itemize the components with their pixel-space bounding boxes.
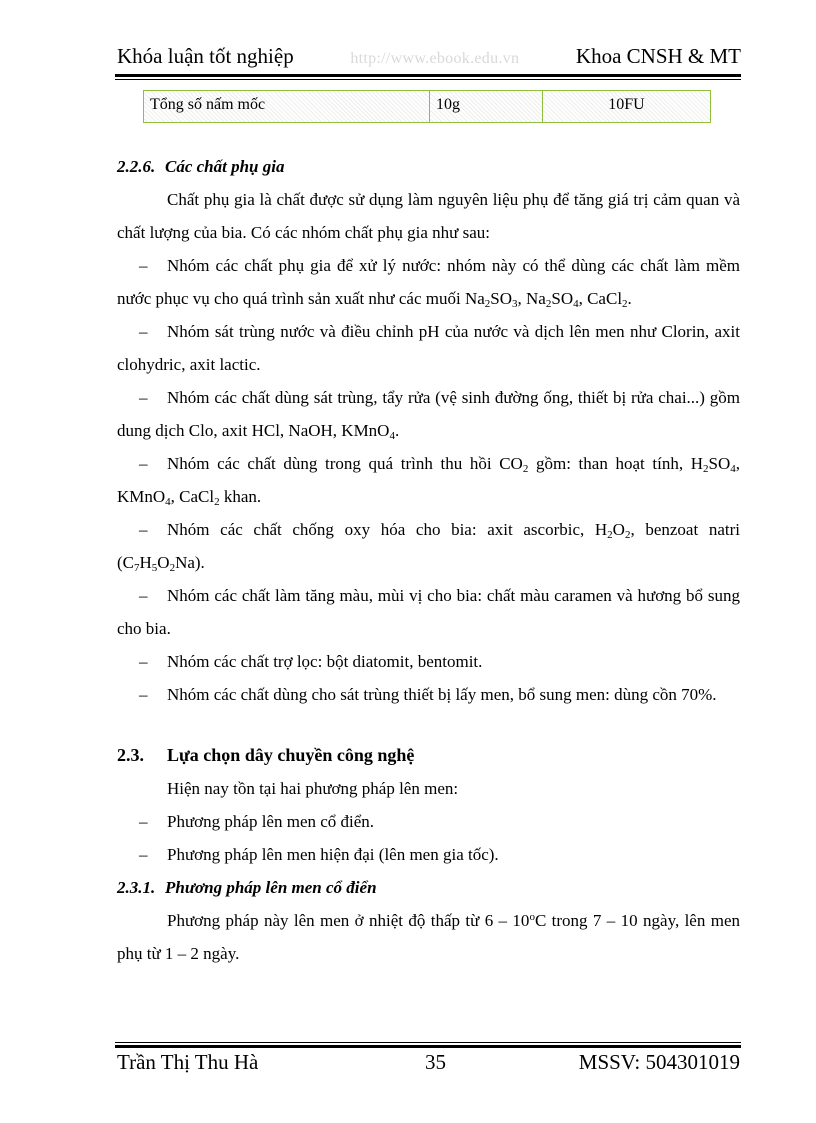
list-item: – Nhóm các chất làm tăng màu, mùi vị cho bia: chất màu caramen và hương bổ sung cho bia.	[117, 586, 740, 638]
footer-rule	[115, 1042, 741, 1048]
header-rule	[115, 74, 741, 80]
page-footer	[117, 1050, 740, 1075]
list-item: – Nhóm các chất dùng cho sát trùng thiết bị lấy men, bổ sung men: dùng cồn 70%.	[139, 685, 717, 704]
table-cell-limit: 10FU	[543, 91, 711, 123]
page-body	[117, 150, 740, 970]
footer-author: Trần Thị Thu Hà	[117, 1050, 259, 1074]
list-item: – Nhóm các chất chống oxy hóa cho bia: axit ascorbic, $H_2O_2$, benzoat natri $(C_7H_5O_2Na)$.	[117, 520, 741, 574]
table-row	[144, 91, 711, 123]
paragraph-classic-method: Phương pháp này lên men ở nhiệt độ thấp từ 6 – 10$^o$C trong 7 – 10 ngày, lên men phụ từ 1 – 2 ngày.	[117, 911, 740, 963]
paragraph-methods-intro: Hiện nay tồn tại hai phương pháp lên men:	[167, 779, 459, 798]
table-remnant	[143, 90, 711, 123]
page-number: 35	[425, 1050, 446, 1074]
list-item: – Nhóm sát trùng nước và điều chỉnh pH của nước và dịch lên men như Clorin, axit clohydric, axit lactic.	[117, 322, 740, 374]
section-heading-2-2-6: 2.2.6. Các chất phụ gia	[117, 157, 285, 176]
watermark-url: http://www.ebook.edu.vn	[350, 50, 520, 67]
table-cell-amount: 10g	[430, 91, 543, 123]
list-item: – Phương pháp lên men hiện đại (lên men gia tốc).	[139, 845, 499, 864]
list-item: – Phương pháp lên men cổ điển.	[139, 812, 375, 831]
list-item: – Nhóm các chất dùng trong quá trình thu hồi $CO_2$ gồm: than hoạt tính, $H_2SO_4$, KMnO$_4$, CaCl$_2$ khan.	[117, 454, 740, 508]
header-thesis-label: Khóa luận tốt nghiệp	[117, 44, 294, 68]
list-item: – Nhóm các chất dùng sát trùng, tẩy rửa (vệ sinh đường ống, thiết bị rửa chai...) gồm dung dịch Clo, axit HCl, NaOH, KMnO$_4$.	[117, 388, 740, 442]
section-heading-2-3: 2.3. Lựa chọn dây chuyền công nghệ	[117, 745, 415, 765]
table-cell-name: Tổng số nấm mốc	[144, 91, 430, 123]
list-item: – Nhóm các chất trợ lọc: bột diatomit, bentomit.	[139, 652, 483, 671]
footer-student-id: MSSV: 504301019	[578, 1050, 740, 1074]
page-header	[117, 44, 741, 69]
section-heading-2-3-1: 2.3.1. Phương pháp lên men cổ điển	[117, 878, 377, 897]
paragraph-additives-intro: Chất phụ gia là chất được sử dụng làm nguyên liệu phụ để tăng giá trị cảm quan và chất lượng của bia. Có các nhóm chất phụ gia như sau:	[117, 190, 740, 242]
header-faculty-label: Khoa CNSH & MT	[575, 44, 741, 68]
list-item: – Nhóm các chất phụ gia để xử lý nước: nhóm này có thể dùng các chất làm mềm nước phục vụ cho quá trình sản xuất như các muối $Na_2SO_3$, $Na_2SO_4$, CaCl$_2$.	[117, 256, 740, 310]
